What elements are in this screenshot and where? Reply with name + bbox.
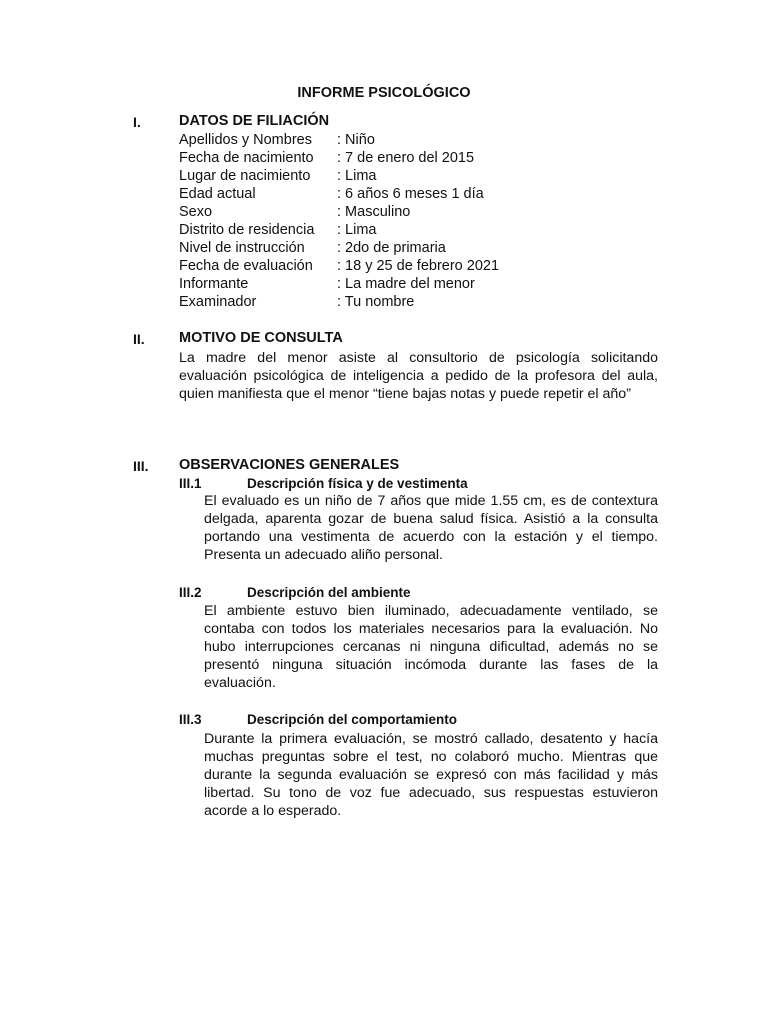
section-3-heading: OBSERVACIONES GENERALES bbox=[179, 457, 400, 473]
data-label: Examinador bbox=[179, 294, 257, 310]
section-1-number: I. bbox=[133, 114, 141, 130]
subsection-3-number: III.3 bbox=[179, 712, 202, 727]
data-value: : Niño bbox=[337, 132, 375, 148]
data-value: : 6 años 6 meses 1 día bbox=[337, 186, 484, 202]
data-label: Nivel de instrucción bbox=[179, 240, 305, 256]
data-label: Apellidos y Nombres bbox=[179, 132, 312, 148]
section-3-number: III. bbox=[133, 458, 149, 474]
subsection-1-number: III.1 bbox=[179, 476, 202, 491]
data-value: : 7 de enero del 2015 bbox=[337, 150, 475, 166]
section-1-heading: DATOS DE FILIACIÓN bbox=[179, 113, 330, 129]
subsection-3-paragraph: Durante la primera evaluación, se mostró callado, desatento y hacía muchas preguntas sobre el test, no colaboró mucho. Mientras que durante la segunda evaluación se expresó con más facilidad y más libertad. Su tono de voz fue adecuado, sus respuestas estuvieron acorde a lo esperado. bbox=[204, 731, 658, 819]
subsection-1-heading: Descripción física y de vestimenta bbox=[247, 476, 468, 491]
subsection-2-number: III.2 bbox=[179, 585, 202, 600]
data-label: Fecha de nacimiento bbox=[179, 150, 314, 166]
data-label: Sexo bbox=[179, 204, 213, 220]
document-title: INFORME PSICOLÓGICO bbox=[297, 85, 471, 101]
data-label: Fecha de evaluación bbox=[179, 258, 313, 274]
subsection-2-paragraph: El ambiente estuvo bien iluminado, adecuadamente ventilado, se contaba con todos los materiales necesarios para la evaluación. No hubo interrupciones cercanas ni ninguna dificultad, además no se presentó ninguna situación incómoda durante las fases de la evaluación. bbox=[204, 603, 658, 691]
data-value: : Masculino bbox=[337, 204, 411, 220]
data-label: Distrito de residencia bbox=[179, 222, 315, 238]
data-value: : 2do de primaria bbox=[337, 240, 446, 256]
section-2-paragraph: La madre del menor asiste al consultorio de psicología solicitando evaluación psicológica de inteligencia a pedido de la profesora del aula, quien manifiesta que el menor “tiene bajas notas y puede repetir el año” bbox=[179, 350, 658, 402]
section-2-number: II. bbox=[133, 331, 145, 347]
data-value: : Tu nombre bbox=[337, 294, 415, 310]
subsection-2-heading: Descripción del ambiente bbox=[247, 585, 411, 600]
section-2-heading: MOTIVO DE CONSULTA bbox=[179, 330, 343, 346]
subsection-3-heading: Descripción del comportamiento bbox=[247, 712, 458, 727]
data-label: Edad actual bbox=[179, 186, 256, 202]
data-value: : 18 y 25 de febrero 2021 bbox=[337, 258, 500, 274]
data-value: : Lima bbox=[337, 168, 377, 184]
subsection-1-paragraph: El evaluado es un niño de 7 años que mide 1.55 cm, es de contextura delgada, aparenta gozar de buena salud física. Asistió a la consulta portando una vestimenta de acuerdo con la estación y el tiempo. Presenta un adecuado aliño personal. bbox=[204, 493, 658, 563]
data-label: Lugar de nacimiento bbox=[179, 168, 311, 184]
data-value: : La madre del menor bbox=[337, 276, 475, 292]
data-label: Informante bbox=[179, 276, 249, 292]
data-value: : Lima bbox=[337, 222, 377, 238]
